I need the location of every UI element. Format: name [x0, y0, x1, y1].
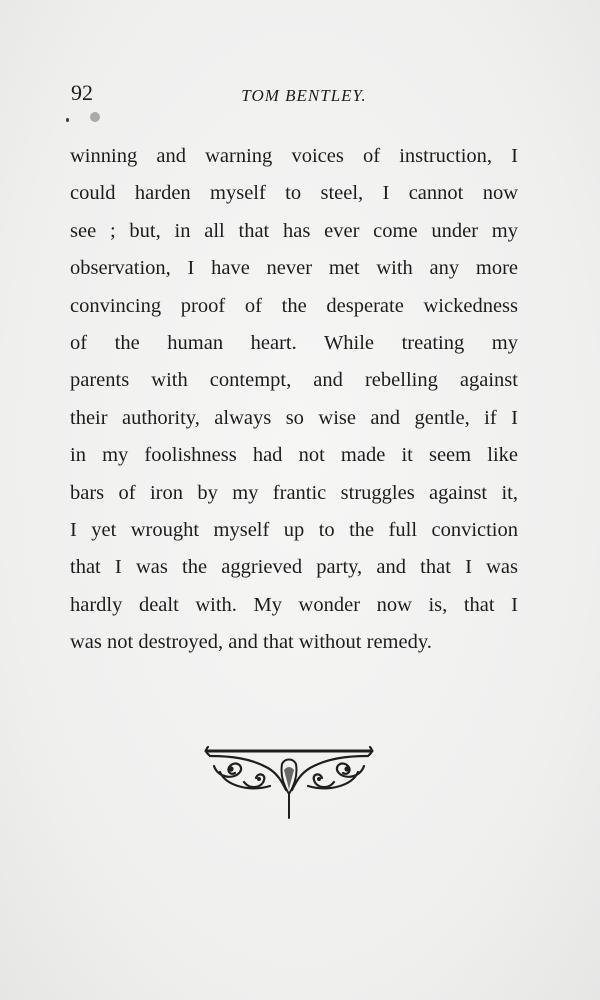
page-number: 92	[71, 80, 93, 105]
text-line: in my foolishness had not made it seem like	[70, 444, 518, 467]
text-line: convincing proof of the desperate wickedness	[70, 294, 518, 317]
text-line: could harden myself to steel, I cannot now	[70, 182, 518, 205]
text-line: winning and warning voices of instruction, I	[70, 145, 518, 167]
text-line: observation, I have never met with any more	[70, 257, 518, 280]
ink-speck	[66, 118, 69, 122]
text-line: was not destroyed, and that without remedy.	[70, 631, 432, 654]
ink-speck	[90, 112, 100, 122]
text-line: see ; but, in all that has ever come under my	[70, 219, 518, 242]
text-line: their authority, always so wise and gentle, if I	[70, 406, 518, 429]
text-line: I yet wrought myself up to the full conviction	[70, 518, 518, 541]
text-line: of the human heart. While treating my	[70, 331, 518, 354]
text-line: parents with contempt, and rebelling against	[70, 369, 518, 392]
running-head: TOM BENTLEY.	[241, 86, 367, 105]
text-line: that I was the aggrieved party, and that I was	[70, 556, 518, 579]
scroll-ornament-icon	[200, 742, 378, 822]
text-line: bars of iron by my frantic struggles against it,	[70, 481, 518, 504]
text-line: hardly dealt with. My wonder now is, that I	[70, 593, 518, 616]
body-text	[70, 138, 518, 661]
